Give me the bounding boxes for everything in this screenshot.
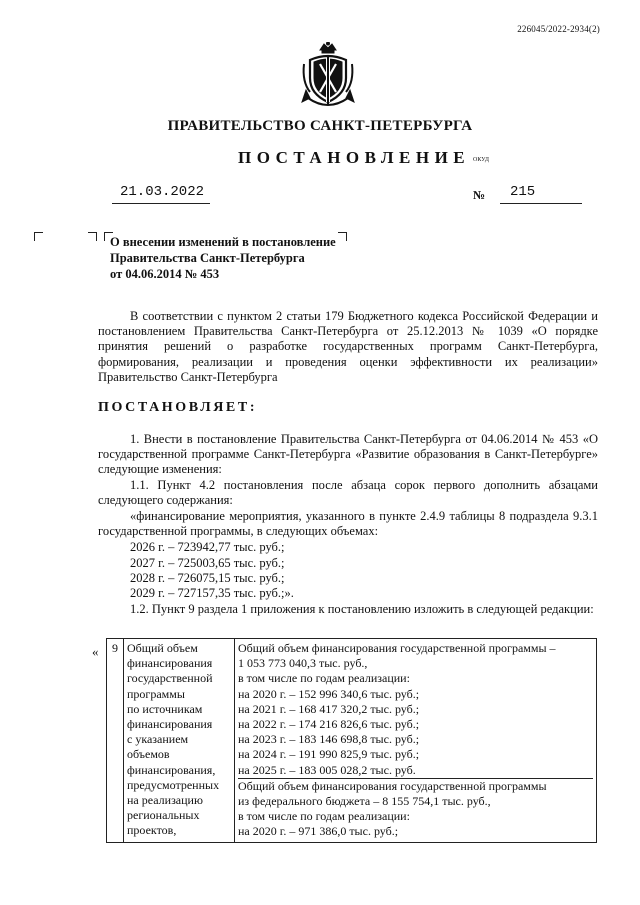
value-line: на 2020 г. – 971 386,0 тыс. руб.; (238, 824, 399, 839)
resolves-heading: ПОСТАНОВЛЯЕТ: (98, 400, 258, 415)
value-line: в том числе по годам реализации: (238, 809, 410, 824)
quote-intro-paragraph: «финансирование мероприятия, указанного в пункте 2.4.9 таблицы 8 подраздела 9.3.1 государственной программы, в следующих объемах: (98, 509, 598, 539)
value-line: на 2021 г. – 168 417 320,2 тыс. руб.; (238, 701, 420, 716)
item-1-2-paragraph: 1.2. Пункт 9 раздела 1 приложения к постановлению изложить в следующей редакции: (130, 602, 594, 616)
label-line: предусмотренных (127, 777, 220, 792)
label-line: региональных (127, 808, 200, 823)
document-type-title: ПОСТАНОВЛЕНИЕ (238, 148, 471, 167)
value-line: в том числе по годам реализации: (238, 671, 410, 686)
document-date: 21.03.2022 (120, 184, 205, 200)
value-line: Общий объем финансирования государственной программы – (238, 641, 556, 655)
number-underline (500, 203, 582, 204)
label-line: проектов, (127, 823, 177, 838)
label-line: финансирования (127, 717, 213, 732)
label-line: по источникам (127, 701, 203, 716)
value-line: 1 053 773 040,3 тыс. руб., (238, 656, 368, 671)
coat-of-arms-emblem (300, 42, 356, 112)
row-number-cell: 9 (107, 639, 124, 843)
label-line: объемов (127, 747, 170, 762)
corner-mark-right (338, 232, 347, 241)
value-line: на 2024 г. – 191 990 825,9 тыс. руб.; (238, 747, 420, 762)
label-line: финансирования, (127, 762, 216, 777)
label-line: с указанием (127, 732, 189, 747)
value-line: на 2023 г. – 183 146 698,8 тыс. руб.; (238, 732, 420, 747)
year-line: 2028 г. – 726075,15 тыс. руб.; (130, 571, 285, 585)
table-row (107, 639, 597, 843)
government-name: ПРАВИТЕЛЬСТВО САНКТ-ПЕТЕРБУРГА (167, 118, 473, 134)
value-line: на 2022 г. – 174 216 826,6 тыс. руб.; (238, 717, 420, 732)
label-line: государственной (127, 671, 213, 686)
year-line: 2026 г. – 723942,77 тыс. руб.; (130, 540, 285, 554)
value-line: из федерального бюджета – 8 155 754,1 тыс. руб., (238, 794, 491, 809)
financing-table (106, 638, 597, 843)
label-line: на реализацию (127, 793, 203, 808)
date-underline (112, 203, 210, 204)
row-label-cell (124, 639, 235, 843)
number-sign: № (473, 188, 486, 202)
table-open-quote: « (92, 644, 99, 659)
okud-label: ОКУД (473, 157, 489, 163)
label-line: Общий объем (127, 641, 198, 655)
label-line: программы (127, 686, 185, 701)
row-value-cell (235, 639, 597, 843)
value-line: на 2020 г. – 152 996 340,6 тыс. руб.; (238, 686, 420, 701)
document-number-value: 215 (510, 184, 536, 200)
label-line: финансирования (127, 656, 213, 671)
year-line: 2029 г. – 727157,35 тыс. руб.;». (130, 586, 294, 600)
value-line: Общий объем финансирования государственной программы (238, 778, 547, 793)
subject-line: Правительства Санкт-Петербурга (110, 251, 305, 265)
document-number: 226045/2022-2934(2) (517, 24, 600, 34)
corner-mark-center-left (88, 232, 97, 241)
subject-line: О внесении изменений в постановление (110, 235, 336, 249)
item-1-1-paragraph: 1.1. Пункт 4.2 постановления после абзаца сорок первого дополнить абзацами следующего содержания: (98, 478, 598, 508)
document-subject (110, 234, 336, 282)
item-1-paragraph: 1. Внести в постановление Правительства Санкт-Петербурга от 04.06.2014 № 453 «О государственной программе Санкт-Петербурга «Развитие образования в Санкт-Петербурге» следующие изменения: (98, 432, 598, 477)
corner-mark-left (34, 232, 43, 241)
value-line: на 2025 г. – 183 005 028,2 тыс. руб. (238, 763, 593, 779)
subject-line: от 04.06.2014 № 453 (110, 267, 220, 281)
preamble-paragraph: В соответствии с пунктом 2 статьи 179 Бюджетного кодекса Российской Федерации и постановлением Правительства Санкт-Петербурга от 25.12.2013 № 1039 «О порядке принятия решений о разработке государственных программ Санкт-Петербурга, формирования, реализации и проведения оценки эффективности их реализации» Правительство Санкт-Петербурга (98, 309, 598, 384)
year-line: 2027 г. – 725003,65 тыс. руб.; (130, 556, 285, 570)
